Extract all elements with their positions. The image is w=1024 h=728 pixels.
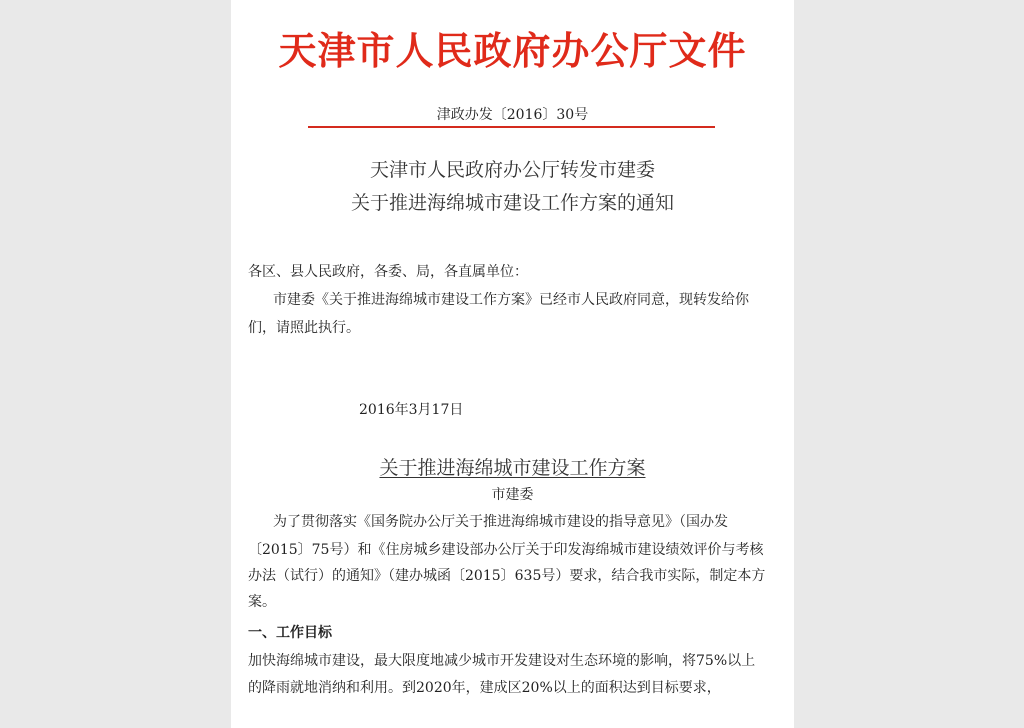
issue-date: 2016年3月17日 — [359, 402, 464, 418]
document-page — [231, 0, 794, 728]
notice-body-line-2: 们，请照此执行。 — [248, 320, 360, 336]
document-number: 津政办发〔2016〕30号 — [436, 107, 589, 123]
notice-title-line-1: 天津市人民政府办公厅转发市建委 — [369, 159, 655, 181]
addressee-line: 各区、县人民政府，各委、局，各直属单位： — [248, 264, 528, 280]
plan-intro-line-2: 〔2015〕75号）和《住房城乡建设部办公厅关于印发海绵城市建设绩效评价与考核 — [248, 542, 764, 558]
notice-body-line-1: 市建委《关于推进海绵城市建设工作方案》已经市人民政府同意，现转发给你 — [273, 292, 749, 308]
section-goals-line-2: 的降雨就地消纳和利用。到2020年，建成区20%以上的面积达到目标要求， — [248, 680, 721, 696]
masthead-title: 天津市人民政府办公厅文件 — [278, 29, 747, 73]
section-heading-goals: 一、工作目标 — [248, 625, 332, 641]
plan-title: 关于推进海绵城市建设工作方案 — [379, 457, 646, 479]
section-goals-line-1: 加快海绵城市建设，最大限度地减少城市开发建设对生态环境的影响，将75%以上 — [248, 653, 756, 669]
plan-issuer: 市建委 — [491, 487, 534, 503]
plan-intro-line-3: 办法（试行）的通知》（建办城函〔2015〕635号）要求，结合我市实际，制定本方 — [248, 568, 766, 584]
plan-intro-line-1: 为了贯彻落实《国务院办公厅关于推进海绵城市建设的指导意见》（国办发 — [273, 514, 728, 530]
plan-intro-line-4: 案。 — [248, 594, 276, 610]
red-divider-line — [308, 126, 715, 128]
notice-title-line-2: 关于推进海绵城市建设工作方案的通知 — [350, 192, 674, 214]
